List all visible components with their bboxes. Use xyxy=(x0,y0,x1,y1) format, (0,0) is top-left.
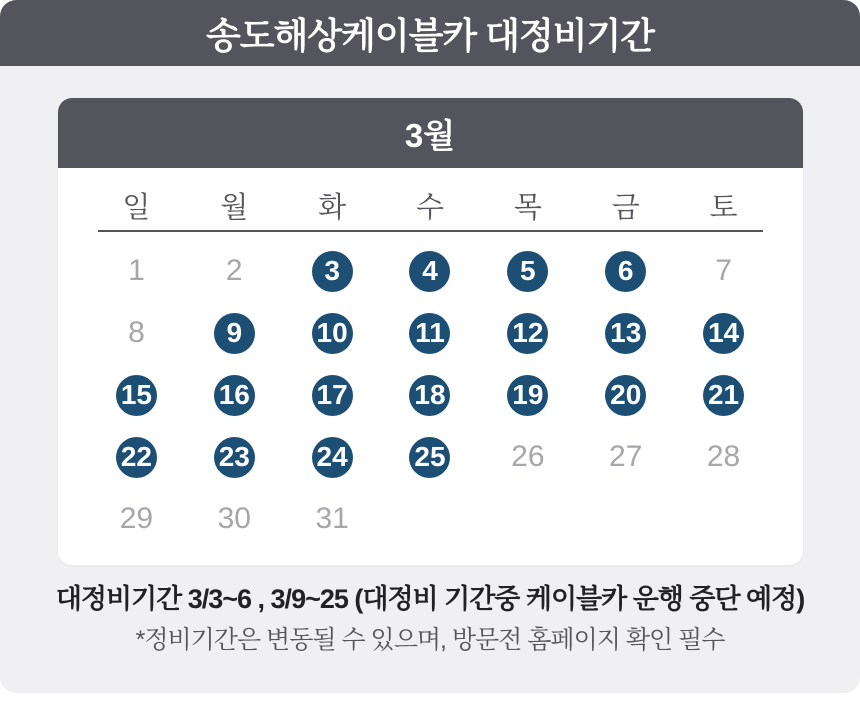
calendar-day-cell xyxy=(185,302,283,364)
calendar-grid xyxy=(58,232,803,550)
calendar-day-number: 24 xyxy=(316,441,348,472)
day-marker xyxy=(218,504,251,534)
calendar-day-cell xyxy=(381,426,479,488)
calendar-day-cell xyxy=(577,364,675,426)
maintenance-day-circle xyxy=(116,437,157,478)
calendar-day-number: 6 xyxy=(617,255,634,286)
day-marker xyxy=(707,442,740,472)
weekday-row xyxy=(58,185,803,225)
footer xyxy=(0,581,860,657)
maintenance-day-circle xyxy=(605,375,646,416)
calendar-day-number: 21 xyxy=(707,379,740,410)
title-banner xyxy=(0,0,860,66)
calendar-day-cell xyxy=(185,364,283,426)
day-marker xyxy=(511,442,544,472)
calendar-day-cell xyxy=(577,302,675,364)
calendar-day-cell xyxy=(381,364,479,426)
maintenance-day-circle xyxy=(312,437,353,478)
weekday-label: 목 xyxy=(513,192,542,224)
calendar-day-number: 5 xyxy=(520,255,536,286)
calendar-day-number: 15 xyxy=(120,379,152,410)
calendar-day-cell xyxy=(283,364,381,426)
calendar-day-number: 4 xyxy=(422,255,438,286)
calendar-day-cell xyxy=(381,240,479,302)
calendar-day-cell xyxy=(381,302,479,364)
calendar-day-cell xyxy=(479,426,577,488)
maintenance-day-circle xyxy=(214,437,255,478)
weekday-label: 토 xyxy=(709,192,738,224)
calendar-day-cell xyxy=(675,488,773,550)
calendar-day-number: 7 xyxy=(715,254,732,287)
maintenance-day-circle xyxy=(507,375,548,416)
calendar-day-cell xyxy=(381,488,479,550)
maintenance-day-circle xyxy=(409,375,450,416)
calendar-day-cell xyxy=(88,488,186,550)
maintenance-day-circle xyxy=(409,437,450,478)
calendar-day-number: 31 xyxy=(315,502,349,535)
maintenance-notice: 대정비기간 3/3~6 , 3/9~25 (대정비 기간중 케이블카 운행 중단 예정) xyxy=(55,584,805,614)
maintenance-day-circle xyxy=(605,313,646,354)
calendar-day-number: 20 xyxy=(610,379,642,410)
maintenance-day-circle xyxy=(703,313,744,354)
calendar-day-cell xyxy=(675,426,773,488)
calendar-day-cell xyxy=(185,488,283,550)
calendar-day-number: 19 xyxy=(512,379,544,410)
calendar-day-cell xyxy=(577,426,675,488)
maintenance-day-circle xyxy=(116,375,157,416)
calendar-day-number: 8 xyxy=(128,316,145,349)
calendar-day-number: 10 xyxy=(316,317,348,348)
calendar-day-number: 18 xyxy=(414,379,446,410)
maintenance-day-circle xyxy=(507,313,548,354)
maintenance-day-circle xyxy=(409,313,450,354)
calendar-day-cell xyxy=(283,240,381,302)
calendar-day-cell xyxy=(88,240,186,302)
calendar-day-cell xyxy=(88,426,186,488)
maintenance-day-circle xyxy=(507,251,548,292)
calendar-card xyxy=(58,98,803,565)
calendar-day-number: 22 xyxy=(120,441,152,472)
day-marker xyxy=(226,256,243,286)
calendar-day-number: 16 xyxy=(218,379,250,410)
calendar-day-number: 28 xyxy=(706,440,741,473)
calendar-day-number: 1 xyxy=(128,254,145,287)
calendar-day-number: 13 xyxy=(610,317,642,348)
calendar-day-cell xyxy=(479,488,577,550)
calendar-day-number: 2 xyxy=(225,254,243,287)
calendar-day-number: 9 xyxy=(226,317,243,348)
calendar-day-cell xyxy=(479,240,577,302)
maintenance-day-circle xyxy=(409,251,450,292)
maintenance-day-circle xyxy=(312,375,353,416)
calendar-day-cell xyxy=(479,364,577,426)
maintenance-note: *정비기간은 변동될 수 있으며, 방문전 홈페이지 확인 필수 xyxy=(135,626,725,654)
calendar-day-number: 17 xyxy=(316,379,348,410)
calendar-day-cell xyxy=(185,240,283,302)
calendar-day-cell xyxy=(88,302,186,364)
calendar-day-cell xyxy=(283,488,381,550)
day-marker xyxy=(128,256,145,286)
day-marker xyxy=(609,442,642,472)
calendar-day-cell xyxy=(283,302,381,364)
weekday-label: 수 xyxy=(415,192,444,224)
maintenance-day-circle xyxy=(703,375,744,416)
calendar-day-cell xyxy=(283,426,381,488)
day-marker xyxy=(120,504,153,534)
calendar-day-cell xyxy=(479,302,577,364)
maintenance-day-circle xyxy=(214,375,255,416)
calendar-day-cell xyxy=(88,364,186,426)
weekday-label: 일 xyxy=(122,192,151,224)
calendar-month-header xyxy=(58,98,803,168)
calendar-day-cell xyxy=(675,240,773,302)
calendar-day-number: 25 xyxy=(414,441,446,472)
calendar-day-number: 12 xyxy=(512,317,544,348)
maintenance-day-circle xyxy=(312,251,353,292)
weekday-label: 금 xyxy=(611,192,640,224)
calendar-day-number: 14 xyxy=(707,317,740,348)
day-marker xyxy=(715,256,732,286)
calendar-day-cell xyxy=(185,426,283,488)
calendar-day-number: 23 xyxy=(218,441,250,472)
calendar-day-cell xyxy=(577,240,675,302)
maintenance-day-circle xyxy=(605,251,646,292)
calendar-day-cell xyxy=(675,302,773,364)
maintenance-day-circle xyxy=(214,313,255,354)
day-marker xyxy=(128,318,145,348)
calendar-day-number: 30 xyxy=(217,502,251,535)
page-title: 송도해상케이블카 대정비기간 xyxy=(205,14,655,56)
weekday-label: 화 xyxy=(318,192,347,224)
month-label: 3월 xyxy=(404,116,456,154)
calendar-day-cell xyxy=(577,488,675,550)
calendar-day-number: 26 xyxy=(511,440,545,473)
calendar-day-number: 3 xyxy=(324,255,340,286)
calendar-day-cell xyxy=(675,364,773,426)
day-marker xyxy=(315,504,348,534)
maintenance-day-circle xyxy=(312,313,353,354)
calendar-day-number: 27 xyxy=(609,440,643,473)
weekday-label: 월 xyxy=(220,192,249,224)
calendar-day-number: 11 xyxy=(415,317,445,348)
calendar-day-number: 29 xyxy=(119,502,154,535)
